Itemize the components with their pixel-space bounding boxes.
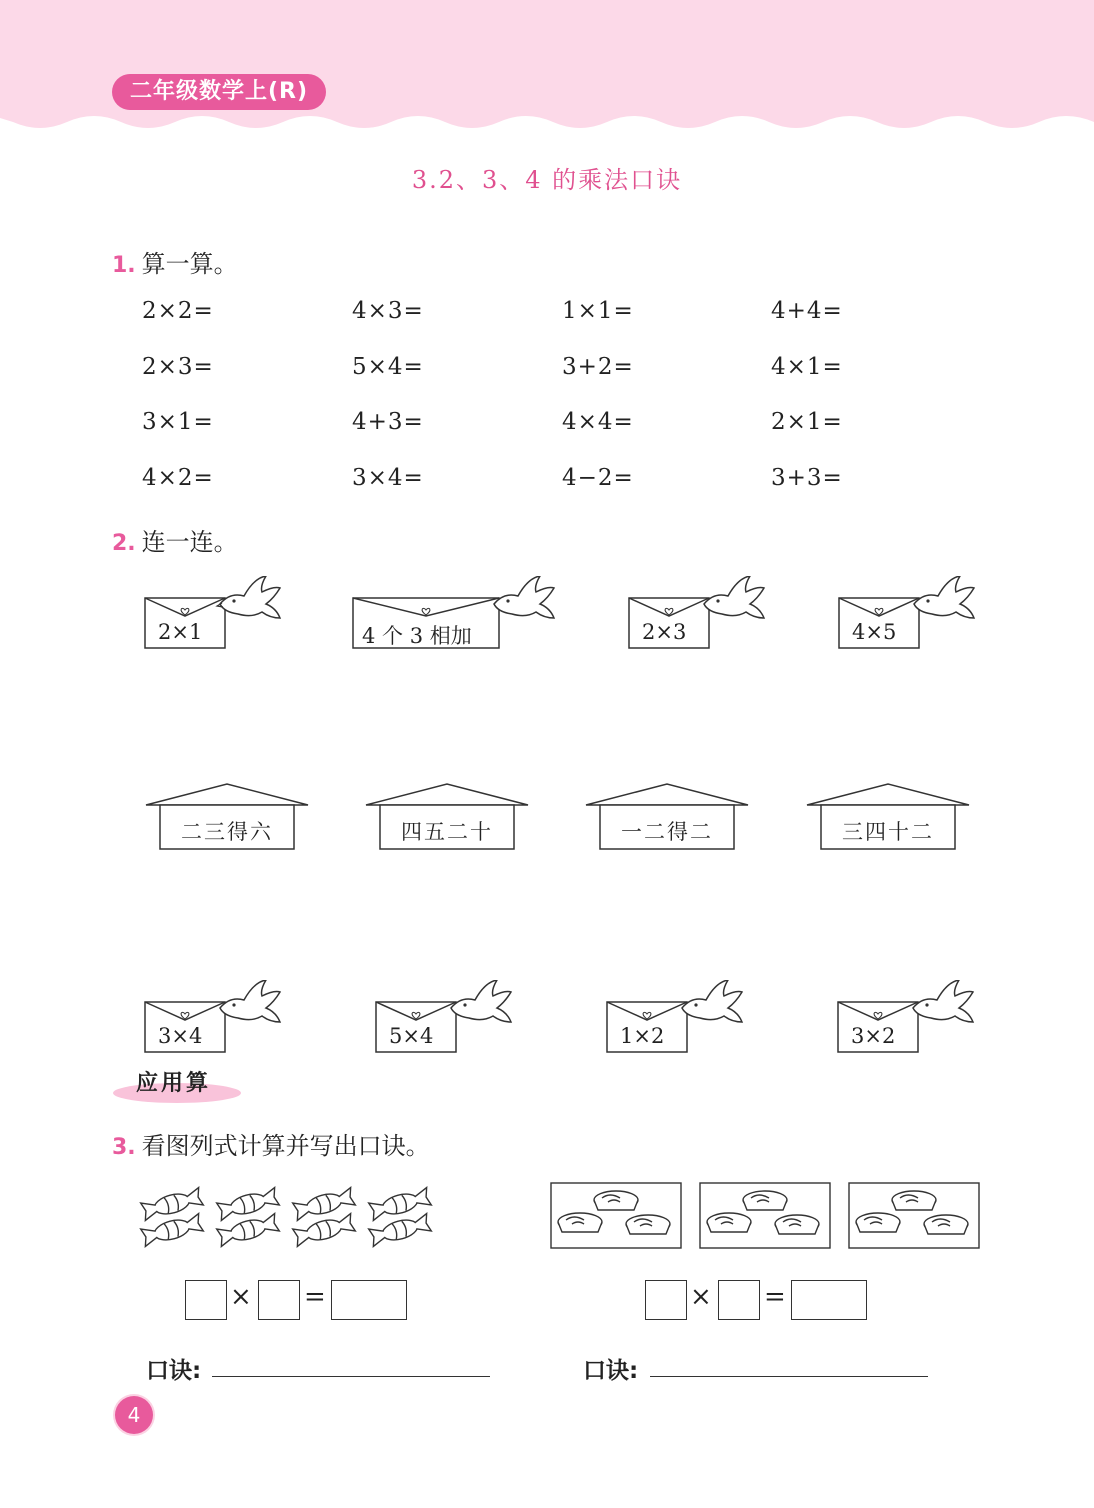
envelope-card[interactable] [837, 980, 977, 1056]
times-sign: × [690, 1282, 712, 1312]
envelope-card[interactable] [628, 576, 768, 652]
koujue-label: 口诀: [146, 1358, 202, 1384]
q1-expr: 4×4= [562, 409, 634, 435]
book-title-badge: 二年级数学上(R) [112, 74, 326, 110]
envelope-label: 4×5 [852, 620, 897, 644]
q1-number: 1. [112, 253, 136, 278]
envelope-label: 2×3 [642, 620, 687, 644]
q1-expr: 3+3= [771, 465, 843, 491]
envelope-label: 2×1 [158, 620, 203, 644]
koujue-label: 口诀: [583, 1358, 639, 1384]
envelope-label: 3×4 [158, 1024, 203, 1048]
q3-title: 看图列式计算并写出口诀。 [141, 1132, 430, 1160]
q2-heading [112, 522, 238, 557]
house-card[interactable] [144, 783, 310, 851]
q1-expr: 2×3= [142, 354, 214, 380]
envelope-card[interactable] [144, 576, 284, 652]
envelope-card[interactable] [838, 576, 978, 652]
cakes-icon [550, 1182, 982, 1250]
factor-input-box[interactable] [185, 1280, 227, 1320]
q1-expr: 3×1= [142, 409, 214, 435]
q2-number: 2. [112, 531, 136, 556]
q3-heading [112, 1126, 430, 1161]
q1-heading [112, 244, 238, 279]
equals-sign: = [764, 1282, 786, 1312]
q1-expr: 5×4= [352, 354, 424, 380]
lesson-title: 3.2、3、4 的乘法口诀 [411, 166, 683, 194]
house-card[interactable] [364, 783, 530, 851]
times-sign: × [230, 1282, 252, 1312]
equals-sign: = [304, 1282, 326, 1312]
envelope-label: 4 个 3 相加 [362, 624, 472, 648]
factor-input-box[interactable] [645, 1280, 687, 1320]
q3-number: 3. [112, 1135, 136, 1160]
envelope-card[interactable] [144, 980, 284, 1056]
factor-input-box[interactable] [258, 1280, 300, 1320]
section-tag: 应用算 [136, 1071, 212, 1096]
q1-expr: 3×4= [352, 465, 424, 491]
envelope-card[interactable] [352, 576, 558, 652]
q1-expr: 3+2= [562, 354, 634, 380]
house-label: 四五二十 [401, 820, 493, 844]
q1-expr: 4−2= [562, 465, 634, 491]
envelope-label: 5×4 [389, 1024, 434, 1048]
factor-input-box[interactable] [718, 1280, 760, 1320]
q1-expr: 1×1= [562, 298, 634, 324]
envelope-card[interactable] [375, 980, 515, 1056]
house-card[interactable] [584, 783, 750, 851]
q1-expr: 2×1= [771, 409, 843, 435]
koujue-answer-line[interactable] [212, 1376, 490, 1377]
envelope-label: 1×2 [620, 1024, 665, 1048]
header-band [0, 0, 1094, 140]
q1-title: 算一算。 [141, 250, 238, 278]
q1-expr: 4×3= [352, 298, 424, 324]
envelope-card[interactable] [606, 980, 746, 1056]
house-label: 二三得六 [181, 820, 273, 844]
q1-expr: 2×2= [142, 298, 214, 324]
candy-icon [138, 1186, 438, 1252]
q1-expr: 4×1= [771, 354, 843, 380]
house-card[interactable] [805, 783, 971, 851]
house-label: 三四十二 [842, 820, 934, 844]
q2-title: 连一连。 [141, 528, 238, 556]
product-input-box[interactable] [331, 1280, 407, 1320]
q1-expr: 4+3= [352, 409, 424, 435]
q1-expr: 4+4= [771, 298, 843, 324]
house-label: 一二得二 [621, 820, 713, 844]
envelope-label: 3×2 [851, 1024, 896, 1048]
koujue-answer-line[interactable] [650, 1376, 928, 1377]
page-number: 4 [115, 1396, 153, 1434]
q1-expr: 4×2= [142, 465, 214, 491]
product-input-box[interactable] [791, 1280, 867, 1320]
